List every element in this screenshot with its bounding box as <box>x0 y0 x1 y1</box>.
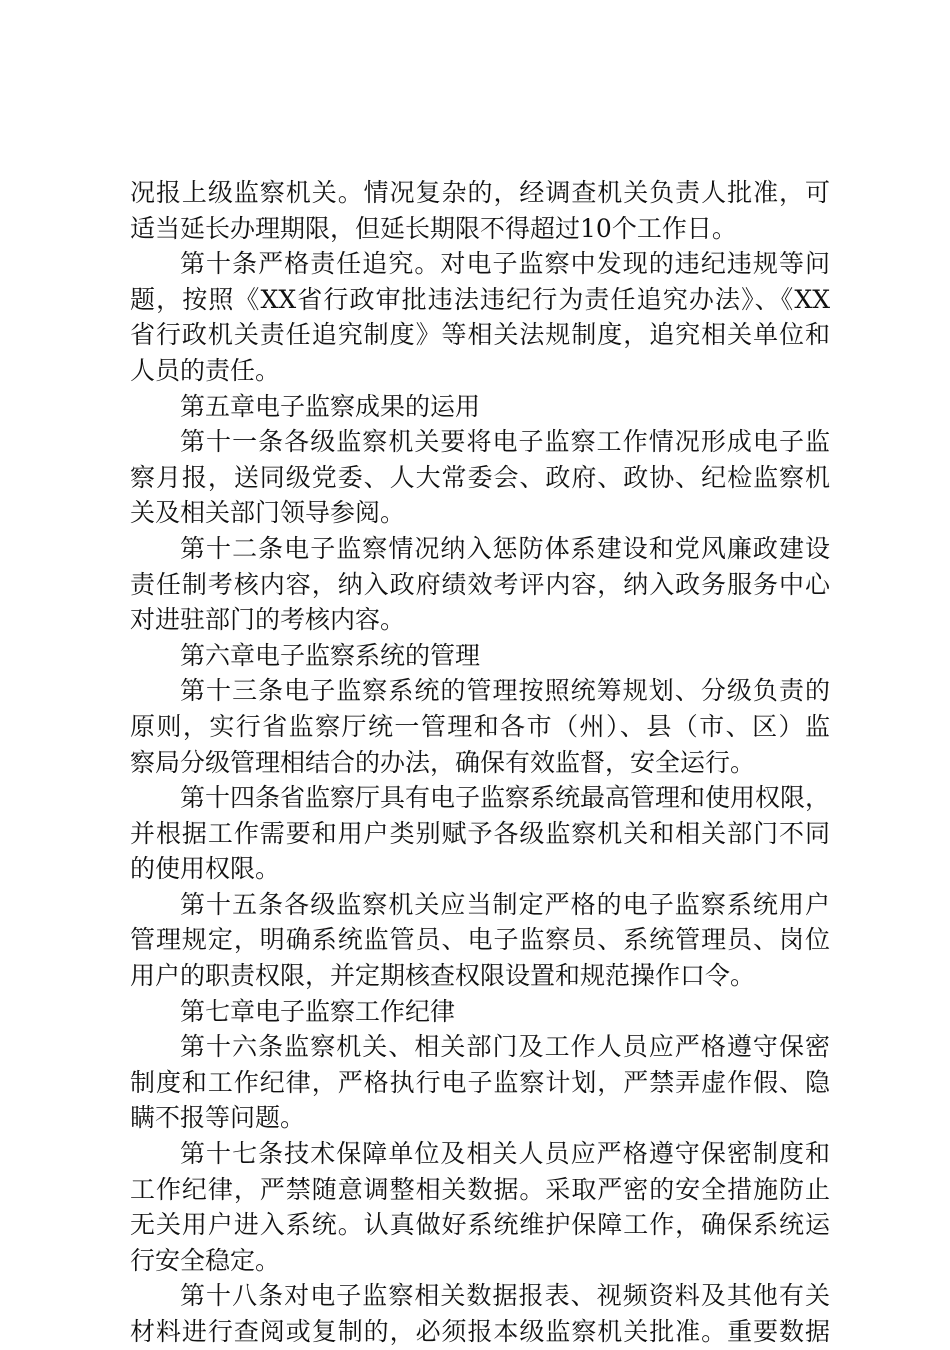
text-line: 的使用权限。 <box>130 854 281 884</box>
text-line: 责任制考核内容，纳入政府绩效考评内容，纳入政务服务中心 <box>130 569 830 599</box>
article-10-line: 第十条严格责任追究。对电子监察中发现的违纪违规等问 <box>180 249 830 279</box>
article-18-line: 第十八条对电子监察相关数据报表、视频资料及其他有关 <box>180 1281 830 1311</box>
chapter-5-heading: 第五章电子监察成果的运用 <box>180 391 481 421</box>
text-line: 制度和工作纪律，严格执行电子监察计划，严禁弄虚作假、隐 <box>130 1067 830 1097</box>
text-line: 用户的职责权限，并定期核查权限设置和规范操作口令。 <box>130 961 756 991</box>
article-17-line: 第十七条技术保障单位及相关人员应严格遵守保密制度和 <box>180 1139 830 1169</box>
chapter-6-heading: 第六章电子监察系统的管理 <box>180 640 481 670</box>
article-16-line: 第十六条监察机关、相关部门及工作人员应严格遵守保密 <box>180 1032 830 1062</box>
text-line: 况报上级监察机关。情况复杂的，经调查机关负责人批准，可 <box>130 178 830 207</box>
article-13-line: 第十三条电子监察系统的管理按照统筹规划、分级负责的 <box>180 676 830 706</box>
article-12-line: 第十二条电子监察情况纳入惩防体系建设和党风廉政建设 <box>180 533 830 563</box>
text-line: 材料进行查阅或复制的，必须报本级监察机关批准。重要数据 <box>130 1317 830 1346</box>
text-line: 对进驻部门的考核内容。 <box>130 605 406 635</box>
text-line: 关及相关部门领导参阅。 <box>130 498 406 528</box>
text-line: 瞒不报等问题。 <box>130 1103 306 1133</box>
article-11-line: 第十一条各级监察机关要将电子监察工作情况形成电子监 <box>180 427 830 457</box>
text-line: 察局分级管理相结合的办法，确保有效监督，安全运行。 <box>130 747 756 777</box>
article-15-line: 第十五条各级监察机关应当制定严格的电子监察系统用户 <box>180 889 830 919</box>
chapter-7-heading: 第七章电子监察工作纪律 <box>180 996 456 1026</box>
text-line: 工作纪律，严禁随意调整相关数据。采取严密的安全措施防止 <box>130 1174 830 1204</box>
text-line: 行安全稳定。 <box>130 1245 281 1275</box>
text-line: 省行政机关责任追究制度》等相关法规制度，追究相关单位和 <box>130 320 830 350</box>
text-line: 原则，实行省监察厅统一管理和各市（州）、县（市、区）监 <box>130 711 830 741</box>
document-body <box>130 175 830 1350</box>
text-line: 适当延长办理期限，但延长期限不得超过10个工作日。 <box>130 213 737 243</box>
text-line: 题，按照《XX省行政审批违法违纪行为责任追究办法》、《XX <box>130 284 830 314</box>
text-line: 无关用户进入系统。认真做好系统维护保障工作，确保系统运 <box>130 1210 830 1240</box>
text-line: 察月报，送同级党委、人大常委会、政府、政协、纪检监察机 <box>130 462 830 492</box>
text-line: 管理规定，明确系统监管员、电子监察员、系统管理员、岗位 <box>130 925 830 955</box>
article-14-line: 第十四条省监察厅具有电子监察系统最高管理和使用权限， <box>180 783 831 813</box>
text-line: 并根据工作需要和用户类别赋予各级监察机关和相关部门不同 <box>130 818 830 848</box>
text-line: 人员的责任。 <box>130 355 281 385</box>
